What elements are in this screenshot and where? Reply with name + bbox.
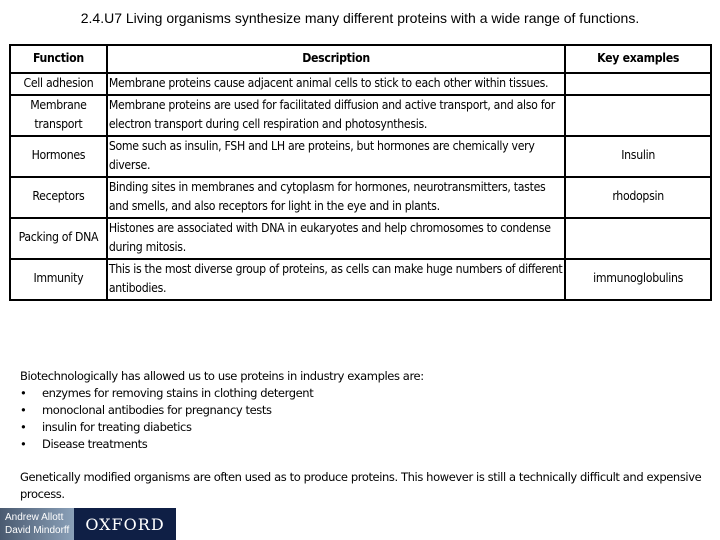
notes xyxy=(20,368,710,503)
function-cell: Packing of DNA xyxy=(10,218,107,259)
list-item: • monoclonal antibodies for pregnancy tests xyxy=(20,402,710,419)
function-cell: Immunity xyxy=(10,259,107,300)
authors-block xyxy=(0,508,74,540)
biotech-intro: Biotechnologically has allowed us to use proteins in industry examples are: xyxy=(20,369,424,383)
list-item: • enzymes for removing stains in clothing detergent xyxy=(20,385,710,402)
description-cell: Histones are associated with DNA in eukaryotes and help chromosomes to condense during mitosis. xyxy=(107,218,565,259)
table-row xyxy=(10,177,711,218)
key-example-cell: immunoglobulins xyxy=(565,259,711,300)
author-1: Andrew Allott xyxy=(5,512,64,523)
description-cell: This is the most diverse group of proteins, as cells can make huge numbers of different antibodies. xyxy=(107,259,565,300)
table-row xyxy=(10,259,711,300)
page-title: 2.4.U7 Living organisms synthesize many different proteins with a wide range of functions. xyxy=(80,10,640,26)
gm-paragraph: Genetically modified organisms are often used as to produce proteins. This however is still a technically difficult and expensive process. xyxy=(20,470,702,501)
key-example-cell xyxy=(565,95,711,136)
table-row xyxy=(10,95,711,136)
function-cell: Cell adhesion xyxy=(10,73,107,95)
author-2: David Mindorff xyxy=(5,525,70,536)
table-row xyxy=(10,136,711,177)
publisher-logo xyxy=(0,508,176,540)
function-cell: Receptors xyxy=(10,177,107,218)
list-item: • Disease treatments xyxy=(20,436,710,453)
biotech-list xyxy=(20,385,710,453)
key-example-cell xyxy=(565,218,711,259)
header-description: Description xyxy=(107,45,565,73)
table-row xyxy=(10,218,711,259)
list-item: • insulin for treating diabetics xyxy=(20,419,710,436)
description-cell: Some such as insulin, FSH and LH are proteins, but hormones are chemically very diverse. xyxy=(107,136,565,177)
description-cell: Membrane proteins cause adjacent animal cells to stick to each other within tissues. xyxy=(107,73,565,95)
function-cell: Hormones xyxy=(10,136,107,177)
table-header-row xyxy=(10,45,711,73)
header-key-examples: Key examples xyxy=(565,45,711,73)
table-row xyxy=(10,73,711,95)
function-cell: Membrane transport xyxy=(10,95,107,136)
key-example-cell: rhodopsin xyxy=(565,177,711,218)
oxford-wordmark: OXFORD xyxy=(74,508,176,540)
key-example-cell: Insulin xyxy=(565,136,711,177)
description-cell: Binding sites in membranes and cytoplasm for hormones, neurotransmitters, tastes and smells, and also receptors for light in the eye and in plants. xyxy=(107,177,565,218)
key-example-cell xyxy=(565,73,711,95)
description-cell: Membrane proteins are used for facilitated diffusion and active transport, and also for electron transport during cell respiration and photosynthesis. xyxy=(107,95,565,136)
header-function: Function xyxy=(10,45,107,73)
protein-functions-table xyxy=(9,44,712,301)
